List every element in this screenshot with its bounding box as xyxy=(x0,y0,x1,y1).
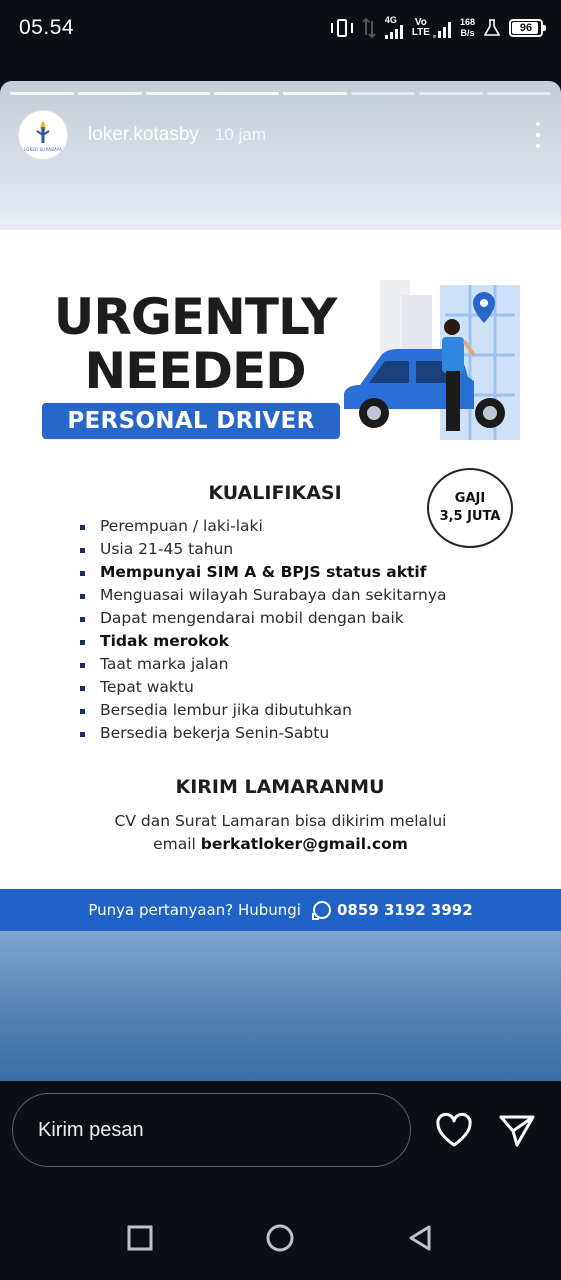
net-volte-label: Vo LTE xyxy=(411,16,430,38)
progress-segment xyxy=(146,92,210,95)
list-item: Usia 21-45 tahun xyxy=(80,538,447,561)
footer-phone: 0859 3192 3992 xyxy=(336,901,473,919)
status-icons xyxy=(331,16,543,39)
salary-value: 3,5 JUTA xyxy=(439,509,501,524)
qualifications-list xyxy=(80,515,447,745)
poster-headline xyxy=(42,290,348,398)
apply-email: berkatloker@gmail.com xyxy=(200,835,408,853)
list-item: Bersedia lembur jika dibutuhkan xyxy=(80,699,447,722)
status-bar xyxy=(0,0,561,58)
battery-icon xyxy=(509,19,543,37)
story-header xyxy=(18,109,543,161)
progress-segment xyxy=(10,92,74,95)
story-poster xyxy=(0,230,561,890)
story-time: 10 jam xyxy=(214,125,266,144)
list-item: Mempunyai SIM A & BPJS status aktif xyxy=(80,561,447,584)
more-vertical-icon[interactable] xyxy=(533,122,543,148)
story-progress xyxy=(10,92,551,95)
status-time: 05.54 xyxy=(19,16,75,39)
signal-volte xyxy=(412,18,451,38)
story-username[interactable]: loker.kotasby xyxy=(88,124,199,145)
logo-icon xyxy=(33,119,53,145)
reply-area xyxy=(0,1081,561,1191)
progress-segment xyxy=(214,92,278,95)
email-prefix: email xyxy=(153,835,201,853)
progress-segment xyxy=(78,92,142,95)
footer-question: Punya pertanyaan? Hubungi xyxy=(88,901,301,919)
progress-segment xyxy=(419,92,483,95)
data-transfer-icon xyxy=(362,17,376,39)
progress-segment xyxy=(351,92,415,95)
signal-bars-icon xyxy=(385,25,403,39)
headline-line-2: NEEDED xyxy=(84,342,306,400)
heart-icon[interactable] xyxy=(434,1111,474,1149)
contact-footer xyxy=(0,889,561,931)
salary-label: GAJI xyxy=(454,491,486,506)
list-item: Bersedia bekerja Senin-Sabtu xyxy=(80,722,447,745)
list-item: Taat marka jalan xyxy=(80,653,447,676)
square-icon[interactable] xyxy=(123,1221,157,1255)
qualifications-title: KUALIFIKASI xyxy=(208,482,342,504)
list-item: Tidak merokok xyxy=(80,630,447,653)
list-item: Tepat waktu xyxy=(80,676,447,699)
whatsapp-icon xyxy=(313,901,331,919)
net-speed: 168 B/s xyxy=(459,16,475,38)
message-input[interactable] xyxy=(12,1093,411,1167)
battery-level: 96 xyxy=(519,21,533,34)
avatar[interactable] xyxy=(18,110,68,160)
driver-car-illustration xyxy=(340,275,522,445)
role-banner: PERSONAL DRIVER xyxy=(42,403,340,439)
apply-line-1: CV dan Surat Lamaran bisa dikirim melalui xyxy=(114,812,447,830)
system-nav-bar xyxy=(0,1191,561,1280)
apply-line-2 xyxy=(60,833,501,856)
list-item: Perempuan / laki-laki xyxy=(80,515,447,538)
apply-text xyxy=(60,810,501,856)
flask-icon xyxy=(484,19,500,37)
headline-line-1: URGENTLY xyxy=(53,288,337,346)
signal-4g xyxy=(385,16,403,39)
list-item: Dapat mengendarai mobil dengan baik xyxy=(80,607,447,630)
avatar-tag: LOKER SURABAYA xyxy=(23,146,63,152)
send-icon[interactable] xyxy=(497,1111,537,1149)
vibrate-icon xyxy=(331,17,353,39)
progress-segment xyxy=(487,92,551,95)
circle-icon[interactable] xyxy=(263,1221,297,1255)
net-4g-label: 4G xyxy=(384,15,397,25)
triangle-back-icon[interactable] xyxy=(403,1221,437,1255)
progress-segment xyxy=(283,92,347,95)
story-background xyxy=(0,931,561,1081)
story-viewer[interactable] xyxy=(0,81,561,1081)
signal-bars-icon-2 xyxy=(433,22,451,38)
apply-title: KIRIM LAMARANMU xyxy=(175,776,385,798)
list-item: Menguasai wilayah Surabaya dan sekitarnya xyxy=(80,584,447,607)
